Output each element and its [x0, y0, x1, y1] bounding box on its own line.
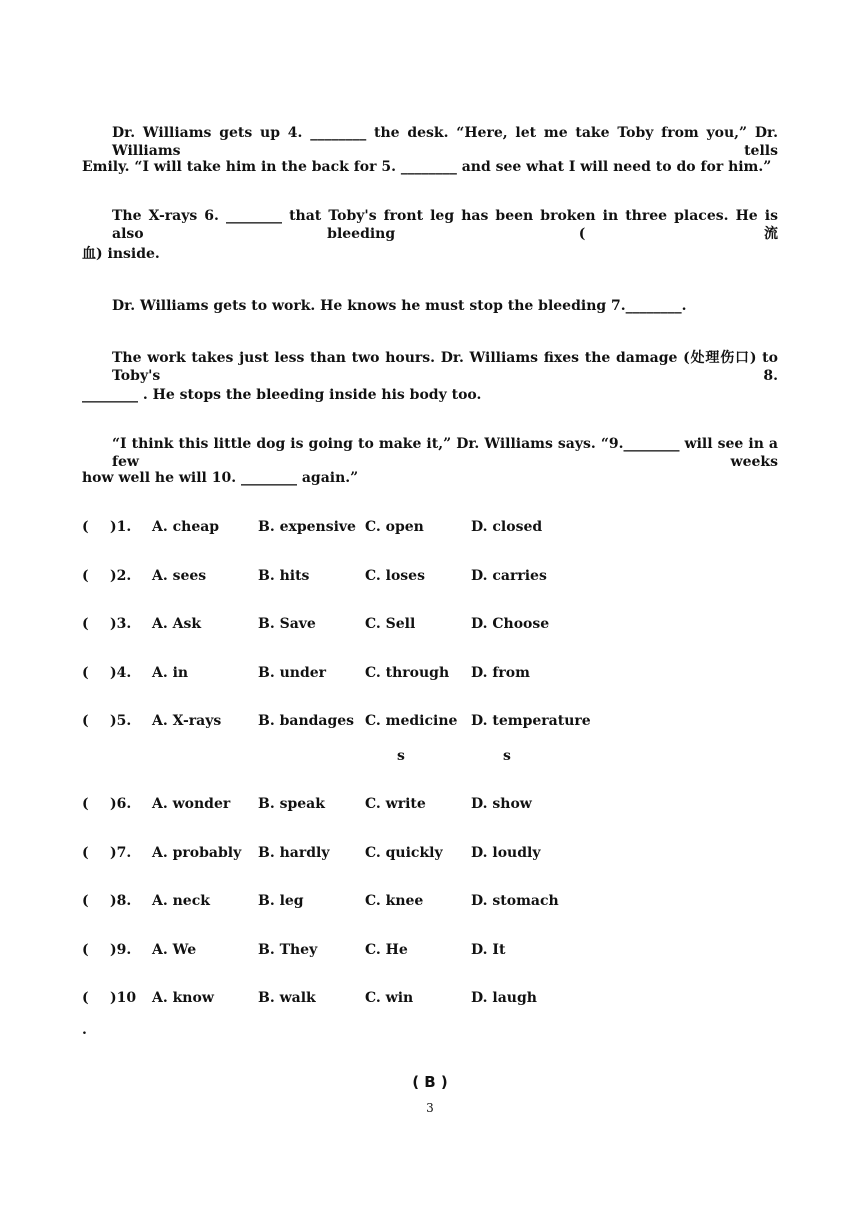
option-c: C. loses: [365, 568, 425, 584]
question-number: )7.: [110, 845, 132, 861]
question-number: )6.: [110, 796, 132, 812]
option-a: A. Ask: [152, 616, 202, 632]
option-a: A. X-rays: [152, 713, 222, 729]
section-heading: ( B ): [412, 1073, 448, 1091]
option-a: A. probably: [152, 845, 242, 861]
answer-paren-left: (: [82, 519, 89, 535]
option-d: D. It: [471, 942, 506, 958]
option-d: D. loudly: [471, 845, 541, 861]
answer-paren-left: (: [82, 713, 89, 729]
passage-p2-line2: 血) inside.: [82, 246, 160, 262]
answer-paren-left: (: [82, 990, 89, 1006]
option-c: C. through: [365, 665, 450, 681]
option-b: B. under: [258, 665, 327, 681]
passage-p4-line2: ________ . He stops the bleeding inside his body too.: [82, 387, 482, 403]
passage-p2-line1: The X-rays 6. ________ that Toby's front leg has been broken in three places. He is also bleeding (流: [112, 208, 778, 242]
question-number: )9.: [110, 942, 132, 958]
question-number: )10: [110, 990, 137, 1006]
answer-paren-left: (: [82, 665, 89, 681]
option-c: C. win: [365, 990, 414, 1006]
option-b: B. expensive: [258, 519, 356, 535]
option-b: B. walk: [258, 990, 316, 1006]
option-d: D. stomach: [471, 893, 559, 909]
option-d: D. from: [471, 665, 530, 681]
question-number: )1.: [110, 519, 132, 535]
option-b: B. hits: [258, 568, 310, 584]
option-d: D. laugh: [471, 990, 537, 1006]
question-number: )5.: [110, 713, 132, 729]
option-a: A. sees: [152, 568, 207, 584]
option-b: B. leg: [258, 893, 304, 909]
option-c: C. knee: [365, 893, 424, 909]
question-number: )8.: [110, 893, 132, 909]
answer-paren-left: (: [82, 893, 89, 909]
option-d: D. temperature: [471, 713, 591, 729]
option-a: A. We: [152, 942, 197, 958]
trailing-dot: .: [82, 1022, 87, 1038]
option-a: A. neck: [152, 893, 210, 909]
option-c-wrap: s: [397, 748, 405, 764]
option-c: C. write: [365, 796, 426, 812]
option-d: D. Choose: [471, 616, 550, 632]
option-c: C. He: [365, 942, 408, 958]
option-b: B. hardly: [258, 845, 330, 861]
page-number: 3: [426, 1101, 434, 1115]
option-c: C. open: [365, 519, 424, 535]
answer-paren-left: (: [82, 942, 89, 958]
option-d-wrap: s: [503, 748, 511, 764]
option-d: D. closed: [471, 519, 543, 535]
answer-paren-left: (: [82, 796, 89, 812]
option-b: B. Save: [258, 616, 316, 632]
option-c: C. medicine: [365, 713, 458, 729]
option-a: A. know: [152, 990, 214, 1006]
option-c: C. Sell: [365, 616, 416, 632]
option-d: D. carries: [471, 568, 547, 584]
answer-paren-left: (: [82, 616, 89, 632]
option-b: B. bandages: [258, 713, 355, 729]
question-number: )4.: [110, 665, 132, 681]
passage-p3-line1: Dr. Williams gets to work. He knows he must stop the bleeding 7.________.: [112, 298, 687, 314]
option-d: D. show: [471, 796, 532, 812]
answer-paren-left: (: [82, 568, 89, 584]
passage-p1-line2: Emily. “I will take him in the back for 5. ________ and see what I will need to do for him.”: [82, 159, 772, 175]
question-number: )2.: [110, 568, 132, 584]
passage-p1-line1: Dr. Williams gets up 4. ________ the desk. “Here, let me take Toby from you,” Dr. Williams tells: [112, 125, 778, 159]
question-number: )3.: [110, 616, 132, 632]
option-a: A. cheap: [152, 519, 220, 535]
option-b: B. They: [258, 942, 318, 958]
option-b: B. speak: [258, 796, 325, 812]
answer-paren-left: (: [82, 845, 89, 861]
option-c: C. quickly: [365, 845, 443, 861]
passage-p5-line1: “I think this little dog is going to make it,” Dr. Williams says. “9.________ will see in a few weeks: [112, 436, 778, 470]
option-a: A. in: [152, 665, 189, 681]
passage-p5-line2: how well he will 10. ________ again.”: [82, 470, 359, 486]
option-a: A. wonder: [152, 796, 231, 812]
passage-p4-line1: The work takes just less than two hours. Dr. Williams fixes the damage (处理伤口) to Toby's 8.: [112, 350, 778, 384]
